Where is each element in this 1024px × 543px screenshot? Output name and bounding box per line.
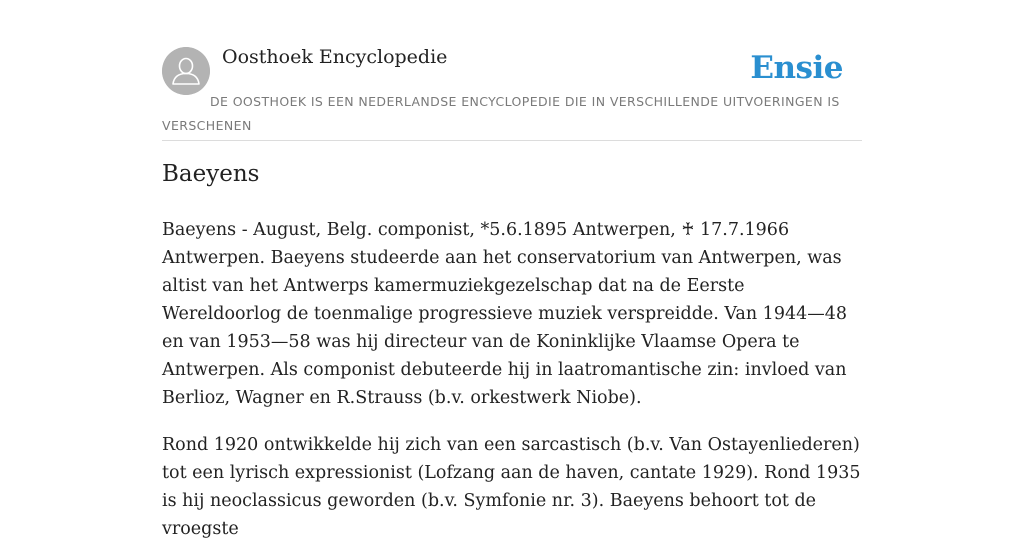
article-paragraph: Baeyens - August, Belg. componist, *5.6.1895 Antwerpen, ♰ 17.7.1966 Antwerpen. Baeyens studeerde aan het conservatorium van Antwerpen, was altist van het Antwerps kamermuziekgezelschap dat na de Eerste Wereldoorlog de toenmalige progressieve muziek verspreidde. Van 1944—48 en van 1953—58 was hij directeur van de Koninklijke Vlaamse Opera te Antwerpen. Als componist debuteerde hij in laatromantische zin: invloed van Berlioz, Wagner en R.Strauss (b.v. orkestwerk Niobe). bbox=[162, 220, 847, 408]
source-name-link[interactable]: Oosthoek Encyclopedie bbox=[222, 46, 448, 68]
ensie-logo[interactable]: Ensie bbox=[750, 50, 843, 86]
article-title: Baeyens bbox=[162, 161, 260, 187]
article-paragraph: Rond 1920 ontwikkelde hij zich van een sarcastisch (b.v. Van Ostayenliederen) tot een lyrisch expressionist (Lofzang aan de haven, cantate 1929). Rond 1935 is hij neoclassicus geworden (b.v. Symfonie nr. 3). Baeyens behoort tot de vroegste bbox=[162, 435, 861, 539]
source-tagline: DE OOSTHOEK IS EEN NEDERLANDSE ENCYCLOPEDIE DIE IN VERSCHILLENDE UITVOERINGEN IS VERSCHENEN bbox=[162, 94, 840, 133]
page-container bbox=[162, 0, 862, 539]
user-silhouette-icon[interactable] bbox=[162, 47, 210, 95]
source-header bbox=[162, 0, 862, 141]
